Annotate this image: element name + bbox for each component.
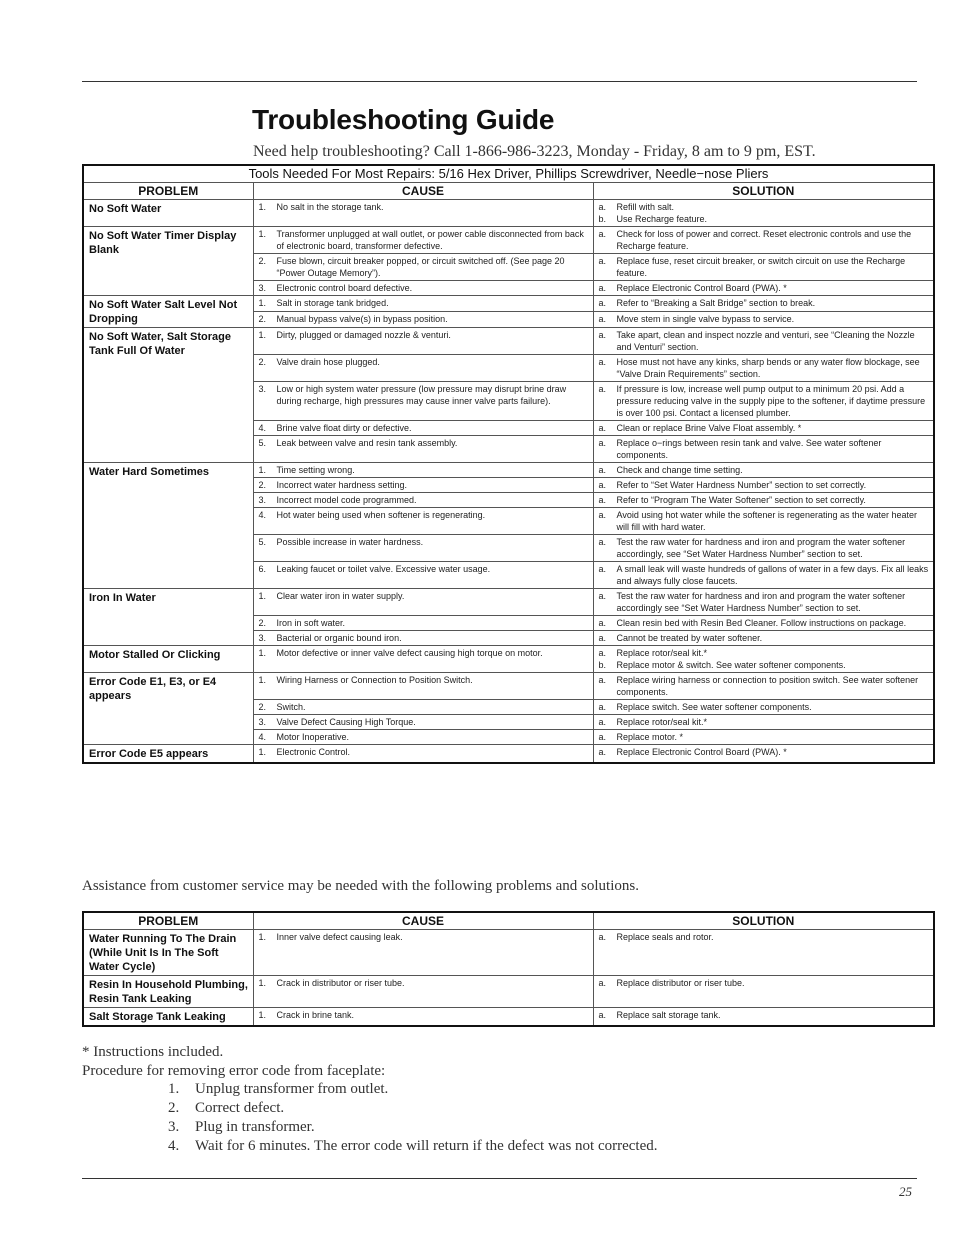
- table-row: [83, 200, 934, 227]
- cause-marker: 4.: [258, 423, 267, 433]
- cause-entry: [259, 313, 589, 325]
- cause-entry: [259, 1009, 589, 1021]
- cause-text: Motor Inoperative.: [276, 732, 350, 742]
- cause-marker: 4.: [258, 510, 267, 520]
- cause-text: Low or high system water pressure (low pressure may disrupt brine draw during recharge, high pressures may cause inner valve parts failure).: [276, 384, 567, 406]
- solution-text: Hose must not have any kinks, sharp bends or any water flow blockage, see “Valve Drain Requirements” section.: [616, 357, 920, 379]
- solution-marker: a.: [598, 229, 607, 239]
- solution-cell: [593, 281, 934, 296]
- cause-marker: 1.: [258, 202, 267, 212]
- solution-entry: [599, 632, 930, 644]
- solution-entry: [599, 731, 930, 743]
- solution-entry: [599, 509, 930, 533]
- bottom-rule: [82, 1178, 917, 1179]
- cause-marker: 2.: [258, 480, 267, 490]
- procedure-step: [168, 1099, 658, 1118]
- cause-entry: [259, 255, 589, 279]
- problem-cell: No Soft Water Salt Level Not Dropping: [83, 296, 253, 328]
- solution-text: Use Recharge feature.: [616, 214, 708, 224]
- cause-entry: [259, 701, 589, 713]
- cause-marker: 1.: [258, 932, 267, 942]
- solution-text: Take apart, clean and inspect nozzle and venturi, see “Cleaning the Nozzle and Venturi” section.: [616, 330, 915, 352]
- cause-marker: 5.: [258, 537, 267, 547]
- solution-marker: a.: [598, 465, 607, 475]
- solution-marker: a.: [598, 537, 607, 547]
- cause-text: Leak between valve and resin tank assembly.: [276, 438, 458, 448]
- customer-service-table: [82, 911, 935, 1027]
- cause-marker: 3.: [258, 717, 267, 727]
- solution-marker: a.: [598, 330, 607, 340]
- solution-marker: a.: [598, 1010, 607, 1020]
- table-row: [83, 673, 934, 700]
- cause-entry: [259, 383, 589, 407]
- solution-text: Avoid using hot water while the softener is regenerating as the water heater will fill with hard water.: [616, 510, 918, 532]
- cause-marker: 3.: [258, 633, 267, 643]
- cause-cell: [253, 227, 593, 254]
- cause-cell: [253, 463, 593, 478]
- solution-marker: a.: [598, 283, 607, 293]
- solution-marker: a.: [598, 314, 607, 324]
- cause-entry: [259, 494, 589, 506]
- cause-text: Manual bypass valve(s) in bypass position.: [276, 314, 448, 324]
- header-cause: CAUSE: [253, 183, 593, 200]
- footnote: * Instructions included.: [82, 1044, 224, 1060]
- solution-entry: [599, 977, 930, 989]
- cause-marker: 1.: [258, 1010, 267, 1020]
- problem-cell: No Soft Water, Salt Storage Tank Full Of Water: [83, 328, 253, 463]
- solution-marker: a.: [598, 633, 607, 643]
- cause-cell: [253, 589, 593, 616]
- cause-entry: [259, 356, 589, 368]
- cause-text: Bacterial or organic bound iron.: [276, 633, 402, 643]
- cause-entry: [259, 731, 589, 743]
- solution-marker: a.: [598, 423, 607, 433]
- solution-marker: a.: [598, 202, 607, 212]
- solution-text: Replace Electronic Control Board (PWA). *: [616, 747, 787, 757]
- table-row: [83, 227, 934, 254]
- cause-cell: [253, 312, 593, 328]
- solution-cell: [593, 296, 934, 312]
- solution-cell: [593, 312, 934, 328]
- cause-text: Incorrect water hardness setting.: [276, 480, 408, 490]
- solution-cell: [593, 616, 934, 631]
- solution-entry: [599, 282, 930, 294]
- cause-cell: [253, 673, 593, 700]
- solution-entry: [599, 228, 930, 252]
- procedure-title: Procedure for removing error code from faceplate:: [82, 1063, 386, 1079]
- solution-cell: [593, 646, 934, 673]
- solution-marker: a.: [598, 480, 607, 490]
- solution-text: Refer to “Set Water Hardness Number” section to set correctly.: [616, 480, 867, 490]
- cause-text: No salt in the storage tank.: [276, 202, 384, 212]
- cause-entry: [259, 282, 589, 294]
- solution-entry: [599, 746, 930, 758]
- solution-cell: [593, 1008, 934, 1027]
- solution-text: Refill with salt.: [616, 202, 675, 212]
- cause-entry: [259, 563, 589, 575]
- solution-entry: [599, 383, 930, 419]
- solution-text: Test the raw water for hardness and iron and program the water softener accordingly, see “Set Water Hardness Number” section to set.: [616, 537, 906, 559]
- solution-text: Replace o−rings between resin tank and valve. See water softener components.: [616, 438, 882, 460]
- problem-cell: Error Code E1, E3, or E4 appears: [83, 673, 253, 745]
- cause-entry: [259, 590, 589, 602]
- cause-marker: 1.: [258, 229, 267, 239]
- solution-text: Move stem in single valve bypass to service.: [616, 314, 795, 324]
- step-number: 3.: [168, 1119, 180, 1135]
- solution-marker: a.: [598, 717, 607, 727]
- cause-text: Fuse blown, circuit breaker popped, or circuit switched off. (See page 20 “Power Outage Memory”).: [276, 256, 565, 278]
- solution-entry: [599, 536, 930, 560]
- solution-cell: [593, 535, 934, 562]
- cause-marker: 1.: [258, 747, 267, 757]
- problem-cell: Salt Storage Tank Leaking: [83, 1008, 253, 1027]
- problem-cell: Iron In Water: [83, 589, 253, 646]
- table-row: [83, 328, 934, 355]
- page-title: Troubleshooting Guide: [252, 104, 555, 135]
- solution-cell: [593, 508, 934, 535]
- cause-entry: [259, 617, 589, 629]
- troubleshooting-table: [82, 164, 935, 764]
- cause-marker: 1.: [258, 591, 267, 601]
- solution-entry: [599, 201, 930, 213]
- solution-cell: [593, 700, 934, 715]
- solution-cell: [593, 715, 934, 730]
- cause-entry: [259, 536, 589, 548]
- problem-cell: Resin In Household Plumbing, Resin Tank Leaking: [83, 976, 253, 1008]
- cause-cell: [253, 254, 593, 281]
- solution-entry: [599, 356, 930, 380]
- cause-text: Clear water iron in water supply.: [276, 591, 405, 601]
- solution-text: Replace seals and rotor.: [616, 932, 714, 942]
- cause-marker: 1.: [258, 330, 267, 340]
- cause-entry: [259, 464, 589, 476]
- solution-text: Refer to “Program The Water Softener” section to set correctly.: [616, 495, 866, 505]
- cause-entry: [259, 977, 589, 989]
- solution-cell: [593, 355, 934, 382]
- cause-text: Leaking faucet or toilet valve. Excessive water usage.: [276, 564, 491, 574]
- solution-text: Test the raw water for hardness and iron and program the water softener accordingly see “Set Water Hardness Number” section to set.: [616, 591, 906, 613]
- solution-text: Replace distributor or riser tube.: [616, 978, 745, 988]
- cause-entry: [259, 297, 589, 309]
- solution-marker: b.: [598, 660, 607, 670]
- solution-entry: [599, 494, 930, 506]
- solution-entry: [599, 213, 930, 225]
- solution-marker: a.: [598, 510, 607, 520]
- cause-marker: 4.: [258, 732, 267, 742]
- solution-text: Replace salt storage tank.: [616, 1010, 721, 1020]
- problem-cell: Motor Stalled Or Clicking: [83, 646, 253, 673]
- solution-marker: a.: [598, 932, 607, 942]
- solution-cell: [593, 478, 934, 493]
- cause-text: Salt in storage tank bridged.: [276, 298, 389, 308]
- solution-cell: [593, 562, 934, 589]
- solution-cell: [593, 382, 934, 421]
- problem-cell: No Soft Water: [83, 200, 253, 227]
- solution-marker: a.: [598, 357, 607, 367]
- cause-marker: 1.: [258, 675, 267, 685]
- help-line: Need help troubleshooting? Call 1-866-986-3223, Monday - Friday, 8 am to 9 pm, EST.: [253, 143, 816, 160]
- solution-cell: [593, 421, 934, 436]
- header-solution: SOLUTION: [593, 912, 934, 930]
- solution-text: Check for loss of power and correct. Reset electronic controls and use the Recharge feature.: [616, 229, 912, 251]
- solution-text: Replace fuse, reset circuit breaker, or switch circuit on use the Recharge feature.: [616, 256, 906, 278]
- cause-cell: [253, 478, 593, 493]
- tools-needed: Tools Needed For Most Repairs: 5/16 Hex Driver, Phillips Screwdriver, Needle−nose Pliers: [83, 165, 934, 183]
- cause-cell: [253, 296, 593, 312]
- cause-text: Hot water being used when softener is regenerating.: [276, 510, 486, 520]
- cause-text: Electronic control board defective.: [276, 283, 413, 293]
- solution-entry: [599, 313, 930, 325]
- solution-text: Cannot be treated by water softener.: [616, 633, 763, 643]
- header-problem: PROBLEM: [83, 183, 253, 200]
- cause-cell: [253, 493, 593, 508]
- solution-entry: [599, 1009, 930, 1021]
- cause-text: Inner valve defect causing leak.: [276, 932, 403, 942]
- cause-text: Time setting wrong.: [276, 465, 355, 475]
- solution-entry: [599, 617, 930, 629]
- solution-marker: a.: [598, 648, 607, 658]
- solution-entry: [599, 931, 930, 943]
- solution-cell: [593, 328, 934, 355]
- cause-marker: 1.: [258, 648, 267, 658]
- solution-marker: a.: [598, 495, 607, 505]
- solution-marker: a.: [598, 702, 607, 712]
- cause-marker: 5.: [258, 438, 267, 448]
- cause-entry: [259, 674, 589, 686]
- cause-cell: [253, 646, 593, 673]
- problem-cell: Water Running To The Drain (While Unit Is In The Soft Water Cycle): [83, 930, 253, 976]
- solution-entry: [599, 479, 930, 491]
- cause-cell: [253, 355, 593, 382]
- solution-cell: [593, 631, 934, 646]
- solution-marker: a.: [598, 384, 607, 394]
- cause-text: Motor defective or inner valve defect causing high torque on motor.: [276, 648, 543, 658]
- problem-cell: No Soft Water Timer Display Blank: [83, 227, 253, 296]
- solution-marker: a.: [598, 747, 607, 757]
- procedure-step: [168, 1118, 658, 1137]
- solution-text: Refer to “Breaking a Salt Bridge” section to break.: [616, 298, 816, 308]
- procedure-steps: [168, 1080, 658, 1156]
- table-row: [83, 463, 934, 478]
- cause-text: Possible increase in water hardness.: [276, 537, 424, 547]
- cause-cell: [253, 745, 593, 764]
- solution-marker: a.: [598, 591, 607, 601]
- solution-text: Replace wiring harness or connection to position switch. See water softener components.: [616, 675, 919, 697]
- step-number: 2.: [168, 1100, 180, 1116]
- solution-text: Replace rotor/seal kit.*: [616, 648, 708, 658]
- cause-marker: 2.: [258, 702, 267, 712]
- solution-text: Clean resin bed with Resin Bed Cleaner. Follow instructions on package.: [616, 618, 907, 628]
- cause-entry: [259, 422, 589, 434]
- solution-marker: a.: [598, 564, 607, 574]
- cause-entry: [259, 746, 589, 758]
- solution-marker: a.: [598, 438, 607, 448]
- solution-text: Replace Electronic Control Board (PWA). *: [616, 283, 787, 293]
- cause-marker: 6.: [258, 564, 267, 574]
- table-row: [83, 296, 934, 312]
- cause-marker: 2.: [258, 618, 267, 628]
- solution-cell: [593, 930, 934, 976]
- solution-cell: [593, 436, 934, 463]
- solution-marker: a.: [598, 978, 607, 988]
- step-number: 4.: [168, 1138, 180, 1154]
- header-problem: PROBLEM: [83, 912, 253, 930]
- cause-entry: [259, 647, 589, 659]
- cause-marker: 3.: [258, 495, 267, 505]
- problem-cell: Error Code E5 appears: [83, 745, 253, 764]
- solution-marker: a.: [598, 675, 607, 685]
- procedure-step: [168, 1080, 658, 1099]
- procedure-step: [168, 1137, 658, 1156]
- cause-cell: [253, 631, 593, 646]
- solution-cell: [593, 200, 934, 227]
- solution-cell: [593, 673, 934, 700]
- table-row: [83, 1008, 934, 1027]
- problem-cell: Water Hard Sometimes: [83, 463, 253, 589]
- solution-entry: [599, 701, 930, 713]
- solution-entry: [599, 422, 930, 434]
- cause-text: Crack in distributor or riser tube.: [276, 978, 405, 988]
- solution-text: Clean or replace Brine Valve Float assembly. *: [616, 423, 802, 433]
- table-row: [83, 930, 934, 976]
- cause-cell: [253, 700, 593, 715]
- cause-cell: [253, 562, 593, 589]
- cause-text: Transformer unplugged at wall outlet, or power cable disconnected from back of electronic board, transformer defective.: [276, 229, 584, 251]
- cause-text: Valve drain hose plugged.: [276, 357, 380, 367]
- step-text: Unplug transformer from outlet.: [195, 1081, 389, 1097]
- solution-text: Replace switch. See water softener components.: [616, 702, 812, 712]
- cause-marker: 1.: [258, 298, 267, 308]
- step-text: Correct defect.: [195, 1100, 285, 1116]
- cause-cell: [253, 616, 593, 631]
- table-row: [83, 745, 934, 764]
- solution-text: Check and change time setting.: [616, 465, 743, 475]
- solution-entry: [599, 659, 930, 671]
- cause-marker: 1.: [258, 978, 267, 988]
- cause-text: Switch.: [276, 702, 306, 712]
- cause-entry: [259, 632, 589, 644]
- step-text: Plug in transformer.: [195, 1119, 315, 1135]
- cause-cell: [253, 281, 593, 296]
- solution-cell: [593, 730, 934, 745]
- cause-entry: [259, 329, 589, 341]
- solution-entry: [599, 590, 930, 614]
- cause-cell: [253, 436, 593, 463]
- page-number: 25: [899, 1184, 912, 1199]
- cause-text: Iron in soft water.: [276, 618, 346, 628]
- solution-entry: [599, 297, 930, 309]
- cause-text: Dirty, plugged or damaged nozzle & venturi.: [276, 330, 451, 340]
- solution-text: Replace rotor/seal kit.*: [616, 717, 708, 727]
- cause-marker: 2.: [258, 357, 267, 367]
- table-row: [83, 976, 934, 1008]
- cause-text: Wiring Harness or Connection to Position Switch.: [276, 675, 473, 685]
- solution-cell: [593, 589, 934, 616]
- cause-cell: [253, 508, 593, 535]
- cause-text: Crack in brine tank.: [276, 1010, 355, 1020]
- solution-text: A small leak will waste hundreds of gallons of water in a few days. Fix all leaks and always fully close faucets.: [616, 564, 929, 586]
- solution-cell: [593, 227, 934, 254]
- solution-marker: a.: [598, 256, 607, 266]
- step-number: 1.: [168, 1081, 180, 1097]
- cause-text: Electronic Control.: [276, 747, 351, 757]
- cause-entry: [259, 201, 589, 213]
- top-rule: [82, 81, 917, 82]
- step-text: Wait for 6 minutes. The error code will return if the defect was not corrected.: [195, 1138, 658, 1154]
- solution-cell: [593, 745, 934, 764]
- solution-entry: [599, 437, 930, 461]
- cause-marker: 3.: [258, 283, 267, 293]
- solution-marker: a.: [598, 298, 607, 308]
- cause-marker: 1.: [258, 465, 267, 475]
- cause-entry: [259, 228, 589, 252]
- cause-text: Brine valve float dirty or defective.: [276, 423, 412, 433]
- cause-marker: 2.: [258, 256, 267, 266]
- cause-entry: [259, 931, 589, 943]
- cause-cell: [253, 730, 593, 745]
- cause-entry: [259, 479, 589, 491]
- cause-text: Valve Defect Causing High Torque.: [276, 717, 416, 727]
- solution-marker: b.: [598, 214, 607, 224]
- cause-cell: [253, 976, 593, 1008]
- cause-cell: [253, 328, 593, 355]
- assistance-note: Assistance from customer service may be needed with the following problems and solutions.: [82, 878, 639, 894]
- solution-cell: [593, 976, 934, 1008]
- table-row: [83, 646, 934, 673]
- cause-entry: [259, 509, 589, 521]
- cause-cell: [253, 421, 593, 436]
- cause-cell: [253, 715, 593, 730]
- solution-marker: a.: [598, 732, 607, 742]
- solution-text: If pressure is low, increase well pump output to a minimum 20 psi. Add a pressure reducing valve in the supply pipe to the softener, if daytime pressure is over 100 psi. Contact a licensed plumber.: [616, 384, 926, 418]
- cause-cell: [253, 930, 593, 976]
- solution-cell: [593, 254, 934, 281]
- solution-marker: a.: [598, 618, 607, 628]
- table-row: [83, 589, 934, 616]
- cause-cell: [253, 200, 593, 227]
- solution-entry: [599, 464, 930, 476]
- cause-cell: [253, 1008, 593, 1027]
- solution-entry: [599, 329, 930, 353]
- solution-entry: [599, 647, 930, 659]
- solution-cell: [593, 463, 934, 478]
- solution-cell: [593, 493, 934, 508]
- cause-entry: [259, 716, 589, 728]
- solution-entry: [599, 716, 930, 728]
- header-solution: SOLUTION: [593, 183, 934, 200]
- solution-entry: [599, 674, 930, 698]
- cause-text: Incorrect model code programmed.: [276, 495, 417, 505]
- header-cause: CAUSE: [253, 912, 593, 930]
- cause-marker: 3.: [258, 384, 267, 394]
- cause-cell: [253, 535, 593, 562]
- solution-text: Replace motor & switch. See water softener components.: [616, 660, 846, 670]
- cause-marker: 2.: [258, 314, 267, 324]
- cause-cell: [253, 382, 593, 421]
- solution-entry: [599, 255, 930, 279]
- solution-text: Replace motor. *: [616, 732, 684, 742]
- solution-entry: [599, 563, 930, 587]
- cause-entry: [259, 437, 589, 449]
